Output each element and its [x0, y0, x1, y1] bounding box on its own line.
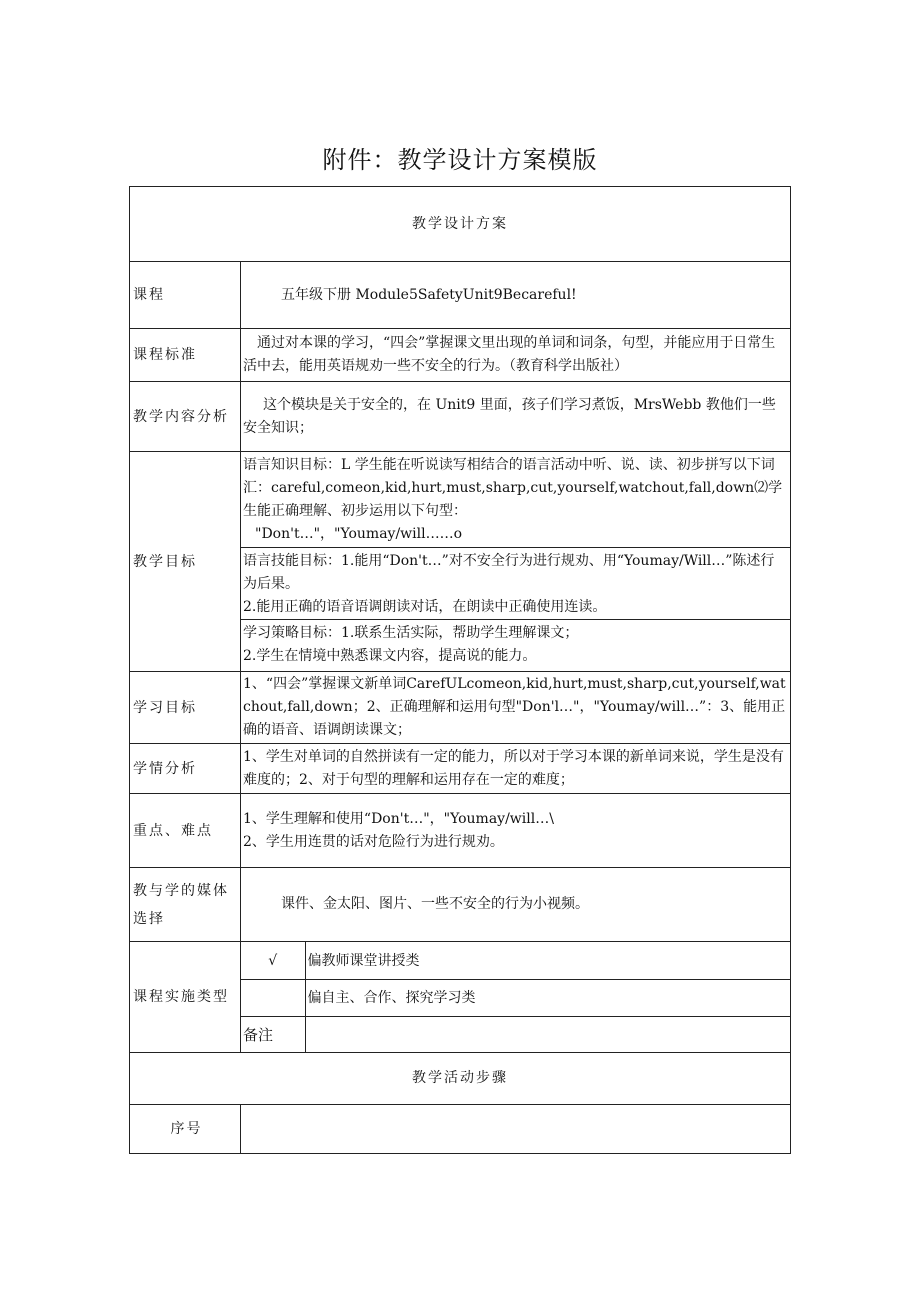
remark-label: 备注 — [241, 1016, 305, 1052]
content-analysis-value: 这个模块是关于安全的，在 Unit9 里面，孩子们学习煮饭，MrsWebb 教他们一些安全知识； — [241, 382, 791, 452]
strategy-text-1: 学习策略目标：1.联系生活实际，帮助学生理解课文； — [243, 624, 579, 641]
objectives-cell — [241, 452, 791, 672]
page-title: 附件：教学设计方案模版 — [322, 146, 598, 174]
plan-header: 教学设计方案 — [130, 187, 791, 262]
learning-goals-value: 1、“四会”掌握课文新单词CarefULcomeon,kid,hurt,must,sharp,cut,yourself,watchout,fall,down；2、正确理解和运用句型"Don'l…"，"Youmay/will…”：3、能用正确的语音、语调朗读课文； — [241, 672, 791, 744]
strategy-text-2: 2.学生在情境中熟悉课文内容，提高说的能力。 — [243, 647, 537, 664]
knowledge-text: 语言知识目标：L 学生能在听说读写相结合的语言活动中听、说、读、初步拼写以下词汇：careful,comeon,kid,hurt,must,sharp,cut,yourself,watchout,fall,down⑵学生能正确理解、初步运用以下句型： — [243, 457, 783, 519]
key-points-label: 重点、难点 — [130, 794, 241, 868]
implementation-mark-1: √ — [241, 942, 305, 979]
implementation-label: 课程实施类型 — [130, 942, 241, 1053]
standard-value: 通过对本课的学习，“四会”掌握课文里出现的单词和词条，句型，并能应用于日常生活中去，能用英语规劝一些不安全的行为。（教育科学出版社） — [241, 329, 791, 382]
remark-value — [305, 1016, 790, 1052]
seq-value — [241, 1105, 791, 1154]
key-point-1: 1、学生理解和使用“Don't…"，"Youmay/will…\ — [243, 810, 554, 827]
implementation-cell — [241, 942, 791, 1053]
objectives-subtable — [241, 452, 790, 669]
implementation-mark-2 — [241, 979, 305, 1016]
objectives-label: 教学目标 — [130, 452, 241, 672]
strategy-objective — [241, 619, 790, 669]
course-label: 课程 — [130, 262, 241, 329]
media-value: 课件、金太阳、图片、一些不安全的行为小视频。 — [241, 868, 791, 942]
key-point-2: 2、学生用连贯的话对危险行为进行规劝。 — [243, 833, 504, 850]
implementation-type-2: 偏自主、合作、探究学习类 — [305, 979, 790, 1016]
skill-text-2: 2.能用正确的语音语调朗读对话，在朗读中正确使用连读。 — [243, 598, 607, 615]
knowledge-objective — [241, 452, 790, 547]
learner-analysis-value: 1、学生对单词的自然拼读有一定的能力，所以对于学习本课的新单词来说，学生是没有难度的；2、对于句型的理解和运用存在一定的难度； — [241, 744, 791, 794]
knowledge-pattern: "Don't…"，"Youmay/will……o — [255, 526, 463, 542]
implementation-type-1: 偏教师课堂讲授类 — [305, 942, 790, 979]
learning-goals-label: 学习目标 — [130, 672, 241, 744]
seq-label: 序号 — [130, 1105, 241, 1154]
content-analysis-label: 教学内容分析 — [130, 382, 241, 452]
course-value: 五年级下册 Module5SafetyUnit9Becareful! — [241, 262, 791, 329]
media-label: 教与学的媒体选择 — [130, 868, 241, 942]
skill-text-1: 语言技能目标：1.能用“Don't…”对不安全行为进行规劝、用“Youmay/Will…”陈述行为后果。 — [243, 552, 775, 592]
standard-label: 课程标准 — [130, 329, 241, 382]
steps-header: 教学活动步骤 — [130, 1053, 791, 1105]
implementation-subtable — [241, 942, 790, 1052]
learner-analysis-label: 学情分析 — [130, 744, 241, 794]
key-points-cell — [241, 794, 791, 868]
skill-objective — [241, 547, 790, 619]
plan-table — [129, 186, 791, 1154]
